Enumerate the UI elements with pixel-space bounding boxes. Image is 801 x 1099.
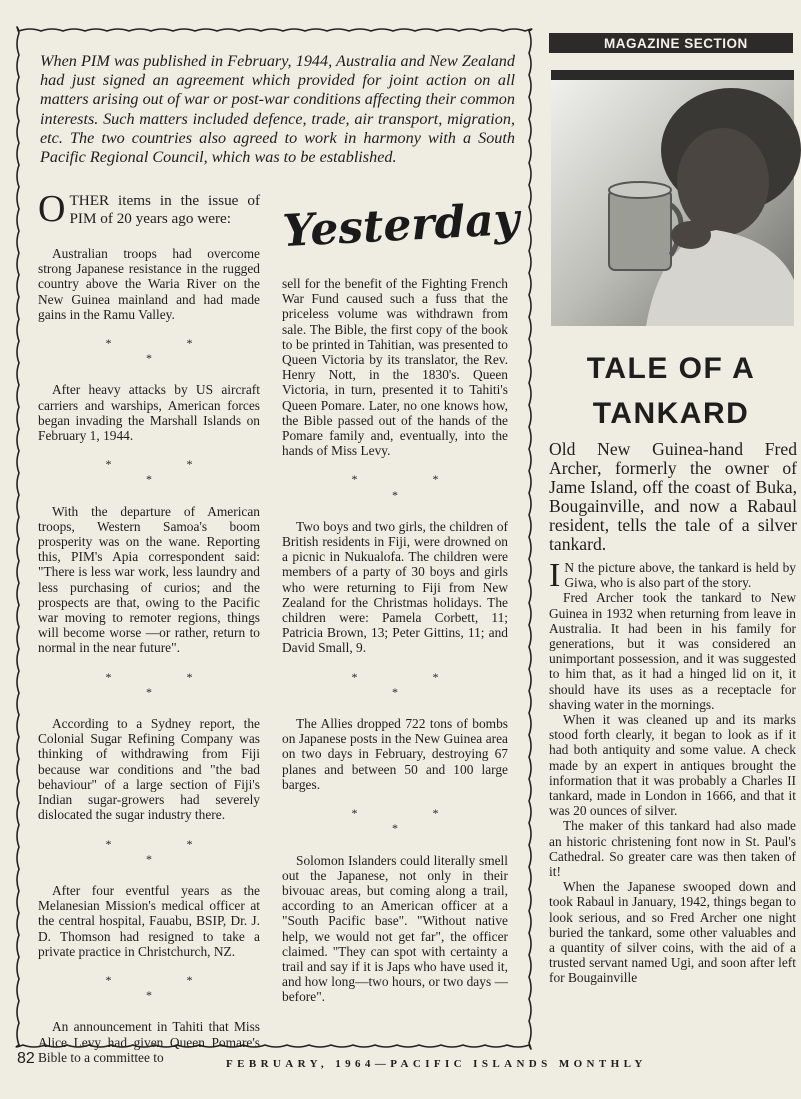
headline-line2: TANKARD	[592, 397, 750, 430]
col3-paragraph: The maker of this tankard had also made an historic christening font now in St. Paul's Cathedral. So greater care was then taken of it!	[549, 818, 796, 880]
yesterday-logo	[281, 186, 521, 258]
col1-paragraph: According to a Sydney report, the Colonial Sugar Refining Company was thinking of withdrawing from Fiji because war conditions and "the bad behaviour" of a large section of Fiji's Indian sugar-growers had severely dislocated the sugar industry there.	[38, 716, 260, 823]
col3-paragraph: When the Japanese swooped down and took Rabaul in January, 1942, things began to look serious, and so Fred Archer one night buried the tankard, some other valuables and a quantity of silver coins, with the aid of a trusted servant named Ugi, and soon after left for Bougainville	[549, 879, 796, 986]
col1-opening	[38, 188, 260, 230]
col2-paragraph: The Allies dropped 722 tons of bombs on Japanese posts in the New Guinea area on two days in February, destroying 67 planes and between 50 and 100 large barges.	[282, 716, 508, 792]
running-footer: FEBRUARY, 1964—PACIFIC ISLANDS MONTHLY	[226, 1058, 647, 1070]
col1-opening-text: THER items in the issue of PIM of 20 years ago were:	[69, 192, 260, 227]
separator-stars: * * *	[105, 336, 229, 366]
separator-stars: * * *	[351, 806, 475, 836]
section-banner: MAGAZINE SECTION	[549, 33, 793, 53]
separator-stars: * * *	[105, 972, 229, 1003]
photo-woman-with-tankard	[551, 70, 794, 326]
yesterday-logo-text: Yesterday	[281, 193, 521, 258]
standfirst: Old New Guinea-hand Fred Archer, formerly the owner of Jame Island, off the coast of Buka, Bougainville, and now a Rabaul resident, tells the tale of a silver tankard.	[549, 439, 797, 554]
separator-stars: * * *	[105, 836, 229, 866]
col1-paragraph: Australian troops had overcome strong Japanese resistance in the rugged country above the Waria River on the New Guinea mainland and had made gains in the Ramu Valley.	[38, 246, 260, 322]
separator-stars: * * *	[105, 669, 229, 699]
col2-paragraph: sell for the benefit of the Fighting French War Fund caused such a fuss that the priceless volume was withdrawn from sale. The Bible, the first copy of the book to be printed in Tahitian, was presented to Queen Victoria by its translator, the Rev. Henry Nott, in the 1830's. Queen Victoria, in turn, presented it to Tahiti's Queen Pomare. Later, no one knows how, the Bible passed out of the hands of the Pomare family and, eventually, into the hands of Miss Levy.	[282, 276, 508, 459]
col2-paragraph: Two boys and two girls, the children of British residents in Fiji, were drowned on a picnic in Nukualofa. The children were members of a party of 30 boys and girls who were returning to Fiji from New Zealand for the Christmas holidays. The children were: Pamela Corbett, 11; Patricia Brown, 13; Peter Gittins, 11; and David Small, 9.	[282, 518, 508, 656]
headline	[549, 346, 793, 436]
separator-stars: * * *	[105, 457, 229, 487]
page-number: 82	[17, 1050, 35, 1067]
col1-paragraph: After heavy attacks by US aircraft carriers and warships, American forces began invading the Marshall Islands on February 1, 1944.	[38, 382, 260, 444]
drop-cap: I	[549, 557, 561, 594]
separator-stars: * * *	[351, 472, 475, 502]
col3-paragraph: Fred Archer took the tankard to New Guinea in 1932 when returning from leave in Australia. It had been in his family for generations, but it was considered an unimportant possession, and it was suggested to him that, as it had a hinged lid on it, it should have its uses as a receptacle for shaving water in the mornings.	[549, 590, 796, 712]
col3-opening	[549, 557, 796, 594]
headline-line1: TALE OF A	[586, 352, 756, 385]
intro-paragraph: When PIM was published in February, 1944, Australia and New Zealand had just signed an agreement which provided for joint action on all matters arising out of war or post-war conditions affecting their common interests. Such matters included defence, trade, air transport, migration, etc. The two countries also agreed to work in harmony with a South Pacific Regional Council, which was to be established.	[40, 52, 515, 167]
col3-paragraph: When it was cleaned up and its marks stood forth clearly, it began to look as if it had both antiquity and some value. A check made by an expert in antiques brought the information that it was probably a Charles II tankard, made in London in 1666, and that it was 20 ounces of silver.	[549, 712, 796, 819]
column-right	[549, 557, 796, 986]
col1-paragraph: With the departure of American troops, Western Samoa's boom prosperity was on the wane. Reporting this, PIM's Apia correspondent said: "There is less war work, less laundry and less purchasing of curios; and the prospects are that, owing to the Pacific war moving to remoter regions, things will become worse —or rather, return to normal in the near future".	[38, 503, 260, 656]
col1-paragraph: After four eventful years as the Melanesian Mission's medical officer at the central hospital, Fauabu, BSIP, Dr. J. D. Thomson had resigned to take a private practice in Christchurch, NZ.	[38, 882, 260, 959]
separator-stars: * * *	[351, 669, 475, 699]
col3-opening-text: N the picture above, the tankard is held by Giwa, who is also part of the story.	[564, 560, 796, 591]
column-middle	[282, 276, 508, 1005]
drop-cap: O	[38, 188, 66, 230]
col2-paragraph: Solomon Islanders could literally smell out the Japanese, not only in their bivouac areas, but coming along a trail, according to an American officer at a "South Pacific base". "Without native help, we would not get far", the officer claimed. "They can spot with certainty a trail and say if it is Japs who have used it, and how long—two hours, or two days —before".	[282, 852, 508, 1005]
column-left	[38, 188, 260, 1065]
col1-paragraph: An announcement in Tahiti that Miss Alice Levy had given Queen Pomare's Bible to a committee to	[38, 1019, 260, 1065]
